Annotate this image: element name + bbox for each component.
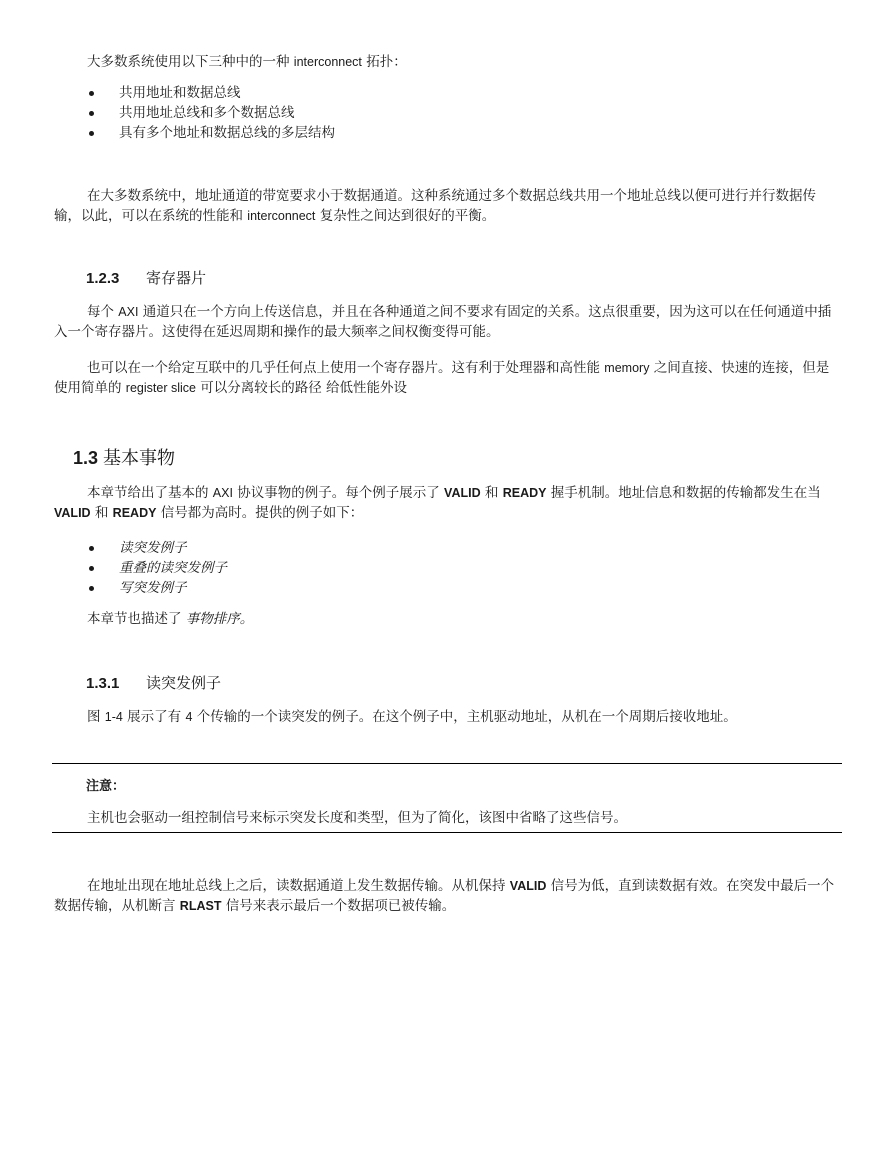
topology-list	[86, 83, 335, 143]
list-item: 共用地址和数据总线	[86, 83, 335, 103]
list-item: 共用地址总线和多个数据总线	[86, 103, 335, 123]
bullet-icon	[89, 546, 94, 551]
example-link[interactable]: 写突发例子	[119, 580, 187, 596]
section-heading-1-3-1: 1.3.1 读突发例子	[86, 674, 222, 692]
note-title: 注意：	[86, 779, 126, 794]
note-top-rule	[52, 763, 842, 764]
section-heading-1-3: 1.3 基本事物	[73, 448, 176, 469]
register-slice-paragraph: 每个 AXI 通道只在一个方向上传送信息，并且在各种通道之间不要求有固定的关系。这点很重要，因为这可以在任何通道中插入一个寄存器片。这使得在延迟周期和操作的最大频率之间权衡变得可能。	[54, 304, 832, 340]
bullet-icon	[89, 111, 94, 116]
examples-list	[86, 538, 227, 598]
note-bottom-rule	[52, 832, 842, 833]
intro-text: 大多数系统使用以下三种中的一种	[87, 54, 290, 70]
example-link[interactable]: 读突发例子	[119, 540, 187, 556]
ordering-link[interactable]: 事物排序。	[185, 611, 254, 627]
figure-ref[interactable]: 1-4	[104, 710, 123, 724]
bandwidth-paragraph: 在大多数系统中，地址通道的带宽要求小于数据通道。这种系统通过多个数据总线共用一个地址总线以便可进行并行数据传输，以此，可以在系统的性能和 interconnect 复杂性之间达到很好的平衡。	[54, 188, 816, 224]
list-item[interactable]	[86, 558, 227, 578]
figure-paragraph: 图 1-4 展示了有 4 个传输的一个读突发的例子。在这个例子中，主机驱动地址，从机在一个周期后接收地址。	[87, 709, 737, 725]
bullet-icon	[89, 566, 94, 571]
list-item[interactable]	[86, 538, 227, 558]
bullet-icon	[89, 586, 94, 591]
list-item: 具有多个地址和数据总线的多层结构	[86, 123, 335, 143]
basic-transactions-paragraph: 本章节给出了基本的 AXI 协议事物的例子。每个例子展示了 VALID 和 READY 握手机制。地址信息和数据的传输都发生在当 VALID 和 READY 信号都为高时。提供的例子如下：	[54, 485, 821, 521]
list-item[interactable]	[86, 578, 227, 598]
bullet-icon	[89, 131, 94, 136]
bullet-icon	[89, 91, 94, 96]
section-heading-1-2-3: 1.2.3 寄存器片	[86, 269, 207, 287]
transfer-paragraph: 在地址出现在地址总线上之后，读数据通道上发生数据传输。从机保持 VALID 信号为低，直到读数据有效。在突发中最后一个数据传输，从机断言 RLAST 信号来表示最后一个数据项已被传输。	[54, 878, 835, 914]
example-link[interactable]: 重叠的读突发例子	[119, 560, 227, 576]
ordering-paragraph: 本章节也描述了 事物排序。	[87, 611, 254, 627]
note-body: 主机也会驱动一组控制信号来标示突发长度和类型，但为了简化，该图中省略了这些信号。	[87, 810, 627, 826]
register-slice-paragraph-2: 也可以在一个给定互联中的几乎任何点上使用一个寄存器片。这有利于处理器和高性能 memory 之间直接、快速的连接，但是使用简单的 register slice 可以分离较长的路径 给低性能外设	[54, 360, 830, 396]
intro-paragraph	[54, 52, 840, 72]
intro-term: interconnect	[293, 55, 362, 69]
intro-text-end: 拓扑：	[366, 54, 407, 70]
